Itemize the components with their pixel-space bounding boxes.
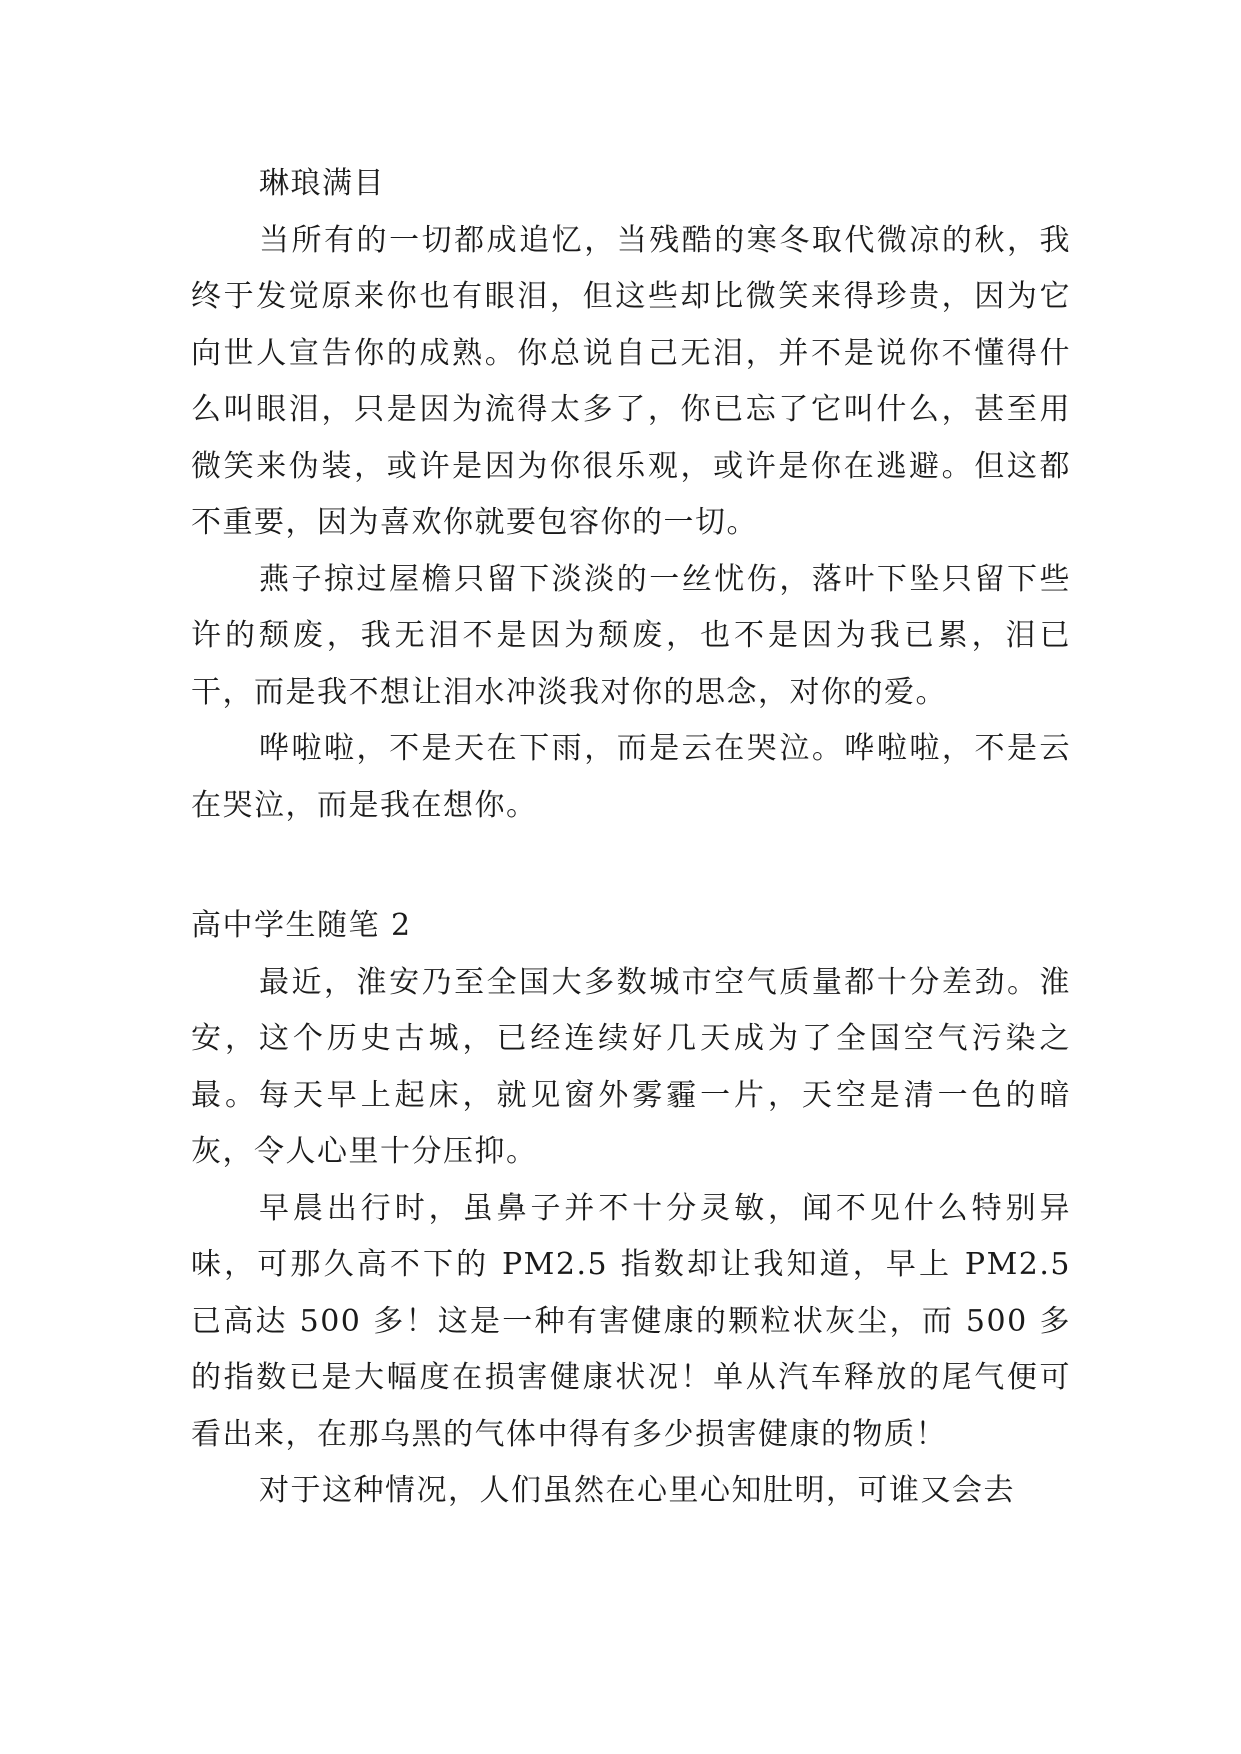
- section-2-paragraph-2: 早晨出行时，虽鼻子并不十分灵敏，闻不见什么特别异味，可那久高不下的 PM2.5 指数却让我知道，早上 PM2.5 已高达 500 多！这是一种有害健康的颗粒状灰尘，而 500 多的指数已是大幅度在损害健康状况！单从汽车释放的尾气便可看出来，在那乌黑的气体中得有多少损害健康的物质！: [191, 1190, 1071, 1452]
- section-spacer: [191, 834, 1071, 898]
- section-1-title: 琳琅满目: [259, 166, 385, 201]
- section-1-paragraph-3: 哗啦啦，不是天在下雨，而是云在哭泣。哗啦啦，不是云在哭泣，而是我在想你。: [191, 731, 1071, 823]
- section-1-paragraph-2: 燕子掠过屋檐只留下淡淡的一丝忧伤，落叶下坠只留下些许的颓废，我无泪不是因为颓废，也不是因为我已累，泪已干，而是我不想让泪水冲淡我对你的思念，对你的爱。: [191, 561, 1071, 710]
- section-2-paragraph-3: 对于这种情况，人们虽然在心里心知肚明，可谁又会去: [259, 1473, 1015, 1508]
- section-1-paragraph-1: 当所有的一切都成追忆，当残酷的寒冬取代微凉的秋，我终于发觉原来你也有眼泪，但这些却比微笑来得珍贵，因为它向世人宣告你的成熟。你总说自己无泪，并不是说你不懂得什么叫眼泪，只是因为流得太多了，你已忘了它叫什么，甚至用微笑来伪装，或许是因为你很乐观，或许是你在逃避。但这都不重要，因为喜欢你就要包容你的一切。: [191, 222, 1071, 540]
- section-2-paragraph-1: 最近，淮安乃至全国大多数城市空气质量都十分差劲。淮安，这个历史古城，已经连续好几天成为了全国空气污染之最。每天早上起床，就见窗外雾霾一片，天空是清一色的暗灰，令人心里十分压抑。: [191, 964, 1071, 1169]
- document-body: [191, 156, 1071, 1520]
- section-2-title: 高中学生随笔 2: [191, 908, 412, 943]
